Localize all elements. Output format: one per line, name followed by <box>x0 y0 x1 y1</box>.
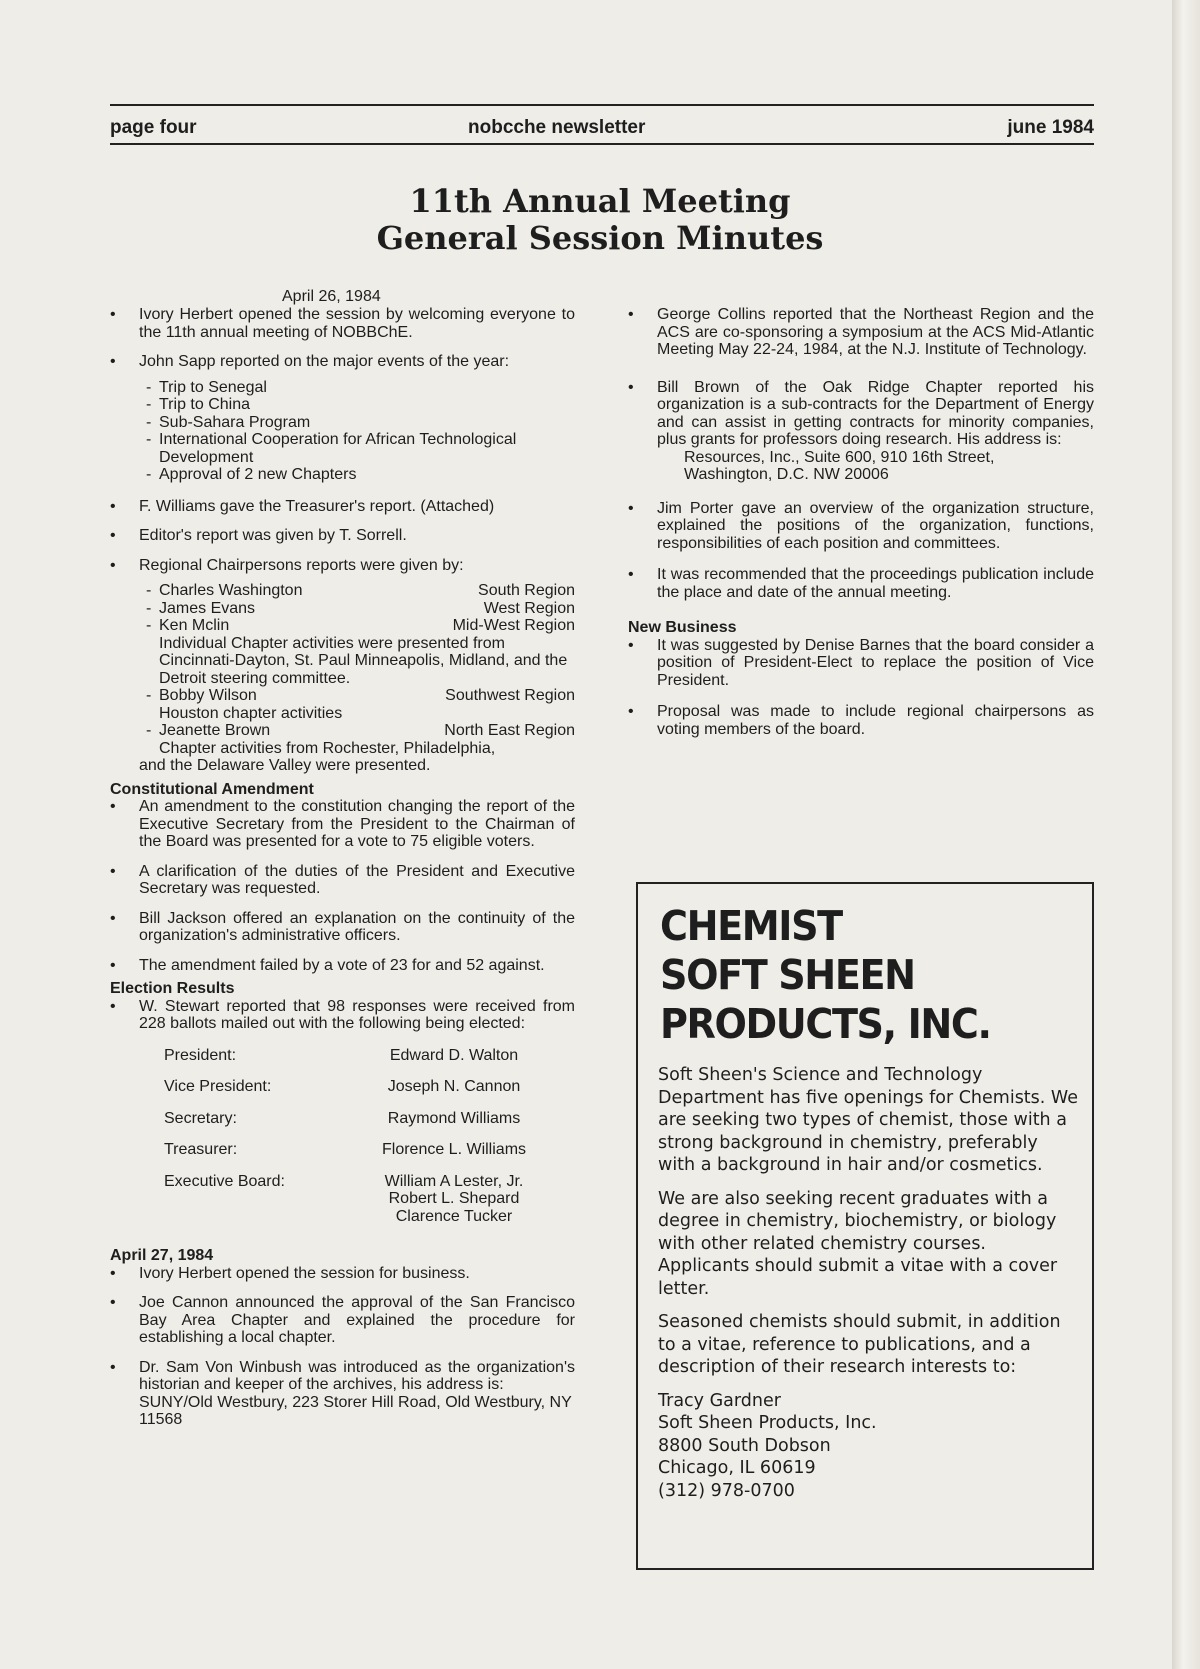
event-item: - Sub-Sahara Program <box>139 414 575 432</box>
historian-address: SUNY/Old Westbury, 223 Storer Hill Road, Old Westbury, NY 11568 <box>139 1393 572 1428</box>
minutes-item: • F. Williams gave the Treasurer's report. (Attached) <box>110 498 575 516</box>
contact-name: Tracy Gardner <box>658 1390 781 1411</box>
regional-note: and the Delaware Valley were presented. <box>139 757 431 774</box>
officer-label: Vice President: <box>164 1078 272 1095</box>
title-line-2: General Session Minutes <box>376 219 824 257</box>
events-list <box>110 379 575 484</box>
minutes-item: • Jim Porter gave an overview of the organization structure, explained the positions of the organization, functions, responsibilities of each position and committees. <box>628 500 1094 553</box>
regional-note: Houston chapter activities <box>159 704 343 722</box>
event-item: - International Cooperation for African Technological Development <box>139 431 575 466</box>
issue-date: june 1984 <box>1007 117 1094 138</box>
header-rule <box>110 143 1094 145</box>
officer-label: President: <box>164 1046 237 1064</box>
minutes-item: • An amendment to the constitution changing the report of the Executive Secretary from the President to the Chairman of the Board was presented for a vote to 75 eligible voters. <box>110 798 575 851</box>
address-line: Resources, Inc., Suite 600, 910 16th Street, <box>684 448 995 466</box>
chair-name: - James Evans <box>159 599 256 617</box>
minutes-item: • Regional Chairpersons reports were given by: <box>110 557 575 575</box>
ad-paragraph: We are also seeking recent graduates with a degree in chemistry, biochemistry, or biology with other related chemistry courses. Applicants should submit a vitae with a cover letter. <box>658 1188 1058 1299</box>
officer-label: Executive Board: <box>164 1172 285 1190</box>
chair-name: - Ken Mclin <box>159 617 230 634</box>
regional-row <box>139 582 575 600</box>
officer-label: Secretary: <box>164 1109 237 1127</box>
event-item: - Trip to China <box>139 396 575 414</box>
officer-name: William A Lester, Jr. <box>384 1172 524 1190</box>
minutes-item: • Proposal was made to include regional chairpersons as voting members of the board. <box>628 703 1094 738</box>
top-rule <box>110 104 1094 106</box>
left-column <box>110 306 575 1429</box>
chair-region: North East Region <box>444 722 575 739</box>
minutes-item: • John Sapp reported on the major events of the year: <box>110 353 575 371</box>
minutes-item: • Ivory Herbert opened the session for business. <box>110 1265 575 1283</box>
officer-name: Florence L. Williams <box>381 1141 527 1158</box>
minutes-item: • A clarification of the duties of the President and Executive Secretary was requested. <box>110 863 575 898</box>
minutes-item: • Bill Jackson offered an explanation on the continuity of the organization's administrative officers. <box>110 910 575 945</box>
contact-city: Chicago, IL 60619 <box>658 1458 816 1478</box>
event-item: - Trip to Senegal <box>139 379 575 397</box>
officer-name: Edward D. Walton <box>389 1046 519 1064</box>
article-title <box>300 183 900 257</box>
page-header <box>110 117 1094 143</box>
officer-name: Clarence Tucker <box>395 1207 513 1225</box>
session-date-1: April 26, 1984 <box>282 288 381 305</box>
section-heading: Election Results <box>110 980 235 997</box>
page-edge <box>1172 0 1200 1669</box>
minutes-item: • Dr. Sam Von Winbush was introduced as the organization's historian and keeper of the archives, his address is: <box>110 1359 575 1394</box>
chair-name: - Bobby Wilson <box>159 687 257 704</box>
chair-name: - Charles Washington <box>159 582 303 599</box>
minutes-item: • George Collins reported that the Northeast Region and the ACS are co-sponsoring a symposium at the ACS Mid-Atlantic Meeting May 22-24, 1984, at the N.J. Institute of Technology. <box>628 306 1094 359</box>
section-heading: New Business <box>628 619 737 636</box>
chair-region: South Region <box>478 582 575 599</box>
ad-contact <box>658 1390 1078 1503</box>
board-members <box>354 1173 554 1226</box>
minutes-item: • It was recommended that the proceedings publication include the place and date of the annual meeting. <box>628 566 1094 601</box>
ad-title-line: CHEMIST <box>660 902 842 950</box>
minutes-item: • Joe Cannon announced the approval of the San Francisco Bay Area Chapter and explained the procedure for establishing a local chapter. <box>110 1294 575 1347</box>
section-heading: Constitutional Amendment <box>110 780 314 798</box>
regional-note: Individual Chapter activities were presented from Cincinnati-Dayton, St. Paul Minneapolis, Midland, and the Detroit steering committee. <box>159 634 568 687</box>
ad-title-line: SOFT SHEEN <box>660 951 915 999</box>
brown-address <box>628 449 1094 484</box>
chair-name: - Jeanette Brown <box>159 722 271 739</box>
chair-region: Southwest Region <box>445 687 575 704</box>
minutes-item: • W. Stewart reported that 98 responses were received from 228 ballots mailed out with the following being elected: <box>110 998 575 1033</box>
minutes-item: • The amendment failed by a vote of 23 for and 52 against. <box>110 957 575 975</box>
officer-label: Treasurer: <box>164 1141 238 1158</box>
regional-row <box>139 600 575 618</box>
regional-row <box>139 687 575 705</box>
contact-company: Soft Sheen Products, Inc. <box>658 1413 877 1433</box>
officers-table <box>110 1047 575 1226</box>
minutes-item: • Ivory Herbert opened the session by welcoming everyone to the 11th annual meeting of NOBBChE. <box>110 306 575 341</box>
ad-paragraph: Seasoned chemists should submit, in addition to a vitae, reference to publications, and a description of their research interests to: <box>658 1312 1061 1377</box>
officer-name: Joseph N. Cannon <box>387 1078 521 1095</box>
officer-name: Raymond Williams <box>387 1109 521 1127</box>
address-line: Washington, D.C. NW 20006 <box>684 466 889 483</box>
page-number: page four <box>110 117 197 138</box>
regional-row <box>139 617 575 635</box>
ad-paragraph: Soft Sheen's Science and Technology Department has five openings for Chemists. We are seeking two types of chemist, those with a strong background in chemistry, preferably with a background in hair and/or cosmetics. <box>658 1065 1078 1175</box>
regional-list <box>110 582 575 757</box>
job-advertisement <box>636 882 1094 1570</box>
chair-region: West Region <box>483 599 575 617</box>
event-item: - Approval of 2 new Chapters <box>139 466 575 484</box>
minutes-item: • Bill Brown of the Oak Ridge Chapter reported his organization is a sub-contracts for the Department of Energy and can assist in getting contracts for minority companies, plus grants for professors doing research. His address is: <box>628 379 1094 449</box>
contact-phone: (312) 978-0700 <box>658 1480 795 1501</box>
officer-name: Robert L. Shepard <box>388 1190 520 1207</box>
session-date-2: April 27, 1984 <box>110 1247 214 1264</box>
chair-region: Mid-West Region <box>452 617 575 634</box>
ad-title-line: PRODUCTS, INC. <box>660 1000 991 1048</box>
contact-street: 8800 South Dobson <box>658 1435 831 1456</box>
minutes-item: • It was suggested by Denise Barnes that the board consider a position of President-Elect to replace the position of Vice President. <box>628 637 1094 690</box>
minutes-item: • Editor's report was given by T. Sorrell. <box>110 527 575 545</box>
title-line-1: 11th Annual Meeting <box>409 182 791 220</box>
right-column <box>628 306 1094 750</box>
ad-body <box>658 1064 1078 1502</box>
regional-note: Chapter activities from Rochester, Philadelphia, <box>159 739 496 757</box>
ad-title <box>660 902 1051 1049</box>
regional-row <box>139 722 575 740</box>
newsletter-name: nobcche newsletter <box>468 117 646 138</box>
